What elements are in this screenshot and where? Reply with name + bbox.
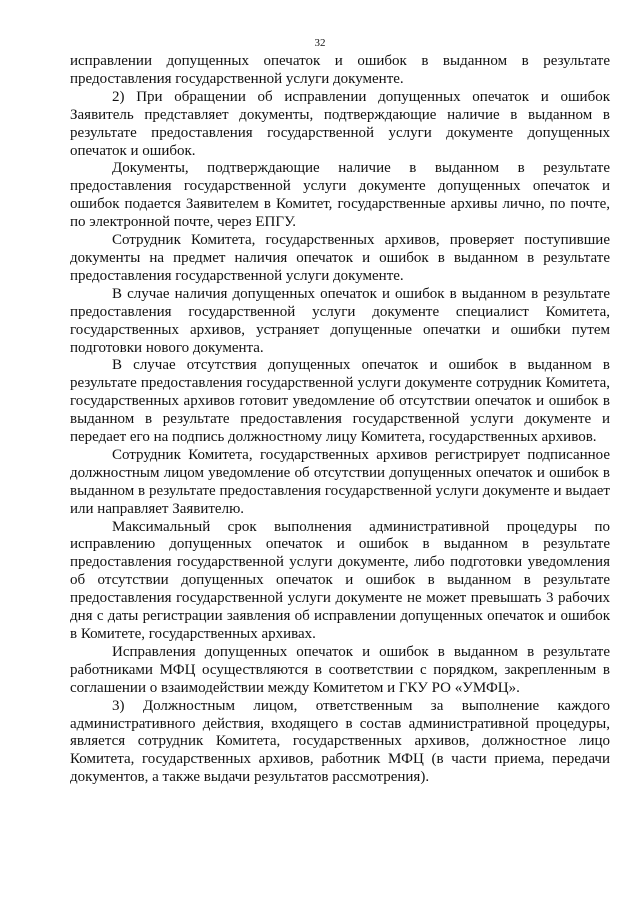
paragraph-errors-present: В случае наличия допущенных опечаток и ошибок в выданном в результате предоставления государственной услуги документе специалист Комитета, государственных архивов, устраняет допущенные опечатки и ошибки путем подготовки нового документа. <box>70 285 610 356</box>
paragraph-documents-submission: Документы, подтверждающие наличие в выданном в результате предоставления государственной услуги документе допущенных опечаток и ошибок подается Заявителем в Комитет, государственные архивы лично, по почте, по электронной почте, через ЕПГУ. <box>70 160 610 231</box>
paragraph-continuation: исправлении допущенных опечаток и ошибок в выданном в результате предоставления государственной услуги документе. <box>70 53 610 87</box>
paragraph-item-2: 2) При обращении об исправлении допущенных опечаток и ошибок Заявитель представляет документы, подтверждающие наличие в выданном в результате предоставления государственной услуги документе допущенных опечаток и ошибок. <box>70 88 610 159</box>
paragraph-item-3: 3) Должностным лицом, ответственным за выполнение каждого административного действия, входящего в состав административной процедуры, является сотрудник Комитета, государственных архивов, должностное лицо Комитета, государственных архивов, работник МФЦ (в части приема, передачи документов, а также выдачи результатов рассмотрения). <box>70 697 610 786</box>
paragraph-employee-check: Сотрудник Комитета, государственных архивов, проверяет поступившие документы на предмет наличия опечаток и ошибок в выданном в результате предоставления государственной услуги документе. <box>70 232 610 284</box>
page-number: 32 <box>314 37 326 49</box>
paragraph-errors-absent: В случае отсутствия допущенных опечаток и ошибок в выданном в результате предоставления государственной услуги документе сотрудник Комитета, государственных архивов готовит уведомление об отсутствии опечаток и ошибок в выданном в результате предоставления государственной услуги документе и передает его на подпись должностному лицу Комитета, государственных архивов. <box>70 357 610 446</box>
document-body <box>70 53 610 787</box>
paragraph-mfc-corrections: Исправления допущенных опечаток и ошибок в выданном в результате работниками МФЦ осуществляются в соответствии с порядком, закрепленным в соглашении о взаимодействии между Комитетом и ГКУ РО «УМФЦ». <box>70 643 610 696</box>
paragraph-max-term: Максимальный срок выполнения административной процедуры по исправлению допущенных опечаток и ошибок в выданном в результате предоставления государственной услуги документе, либо подготовки уведомления об отсутствии допущенных опечаток и ошибок в выданном в результате предоставления государственной услуги документе не может превышать 3 рабочих дня с даты регистрации заявления об исправлении допущенных опечаток и ошибок в Комитете, государственных архивах. <box>70 518 610 642</box>
paragraph-registration: Сотрудник Комитета, государственных архивов регистрирует подписанное должностным лицом уведомление об отсутствии допущенных опечаток и ошибок в выданном в результате предоставления государственной услуги документе и выдает или направляет Заявителю. <box>70 446 610 517</box>
